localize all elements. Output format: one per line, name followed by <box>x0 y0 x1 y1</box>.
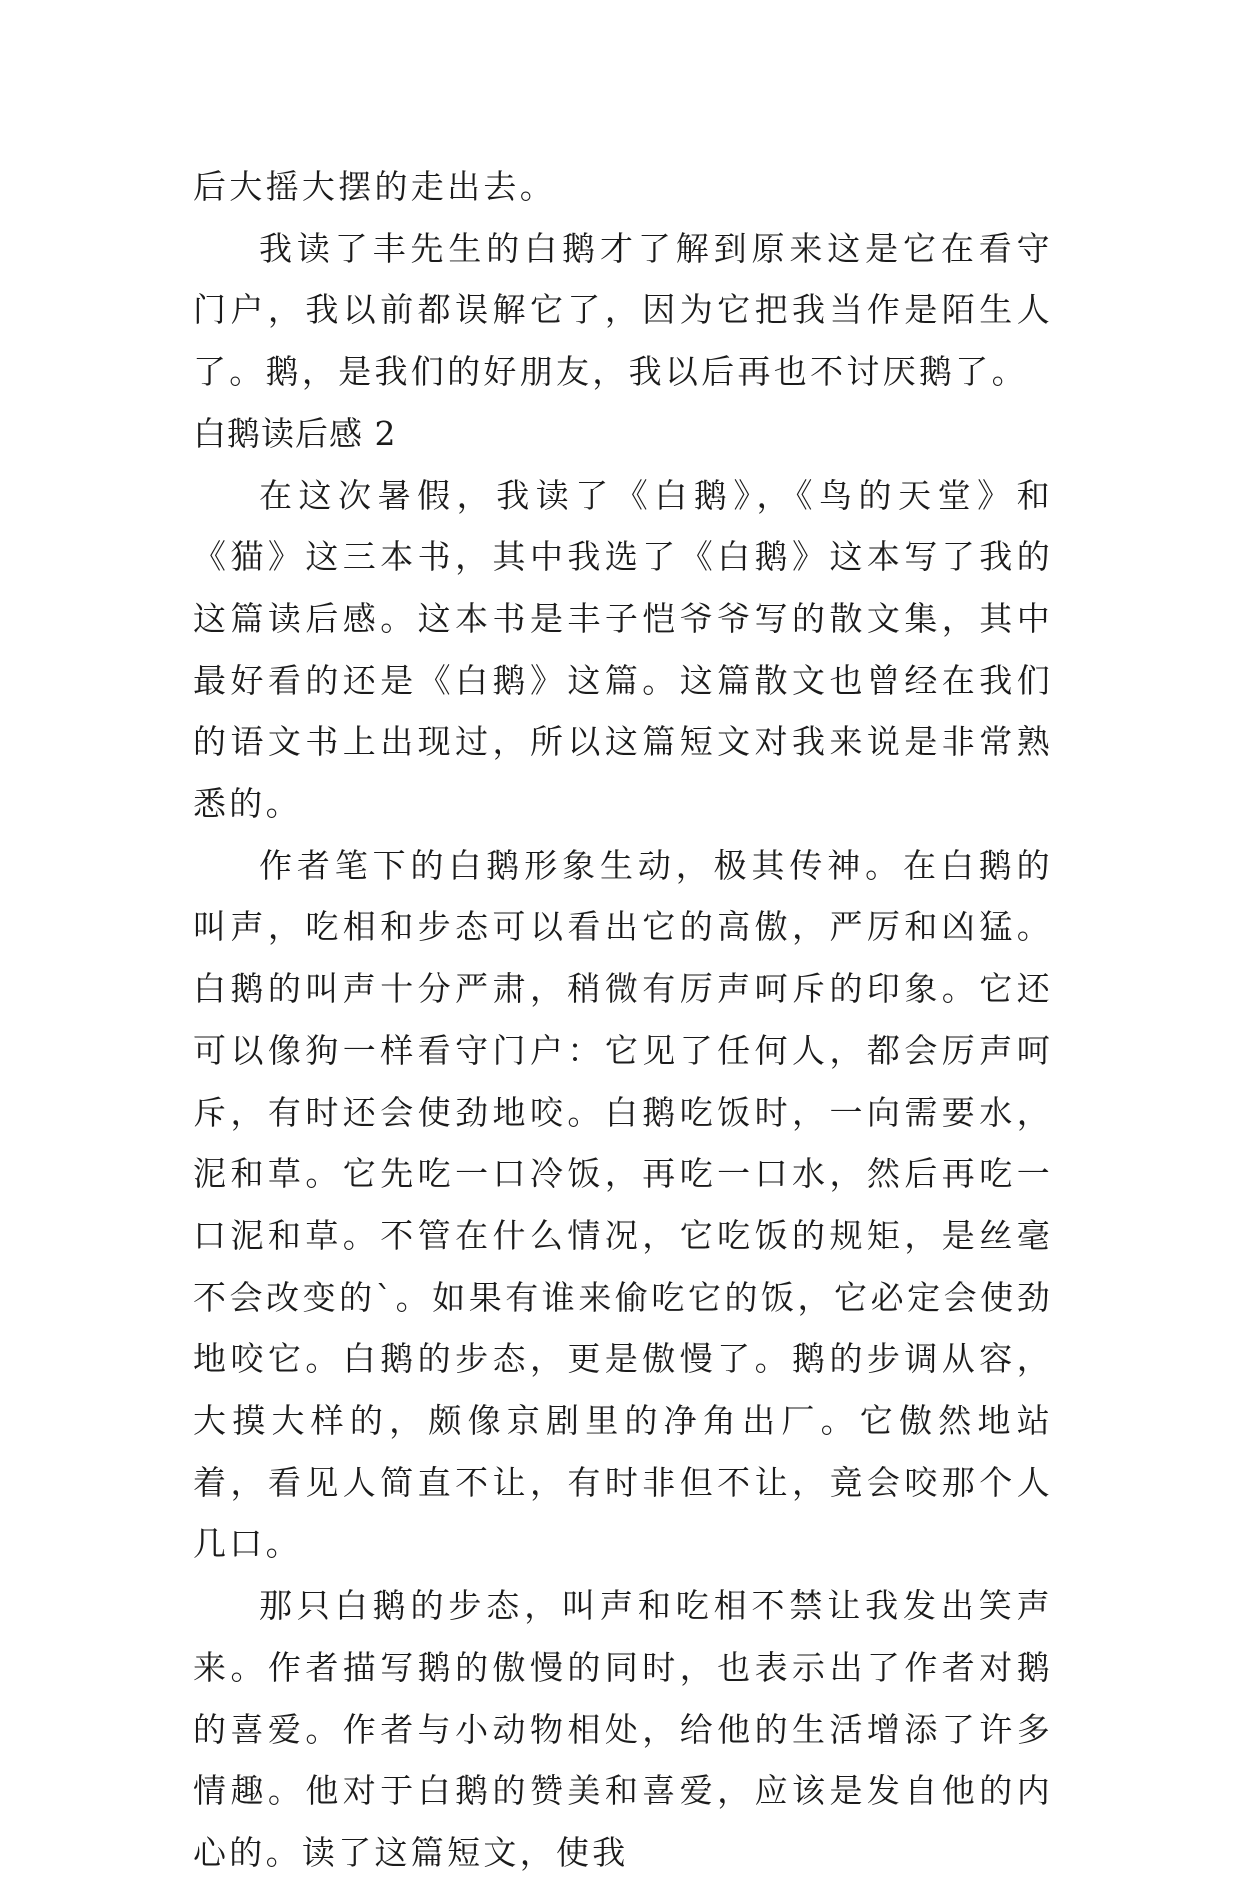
section-title: 白鹅读后感 2 <box>193 413 397 453</box>
paragraph: 我读了丰先生的白鹅才了解到原来这是它在看守门户，我以前都误解它了，因为它把我当作是陌生人了。鹅，是我们的好朋友，我以后再也不讨厌鹅了。 <box>193 228 1053 392</box>
paragraph: 那只白鹅的步态，叫声和吃相不禁让我发出笑声来。作者描写鹅的傲慢的同时，也表示出了作者对鹅的喜爱。作者与小动物相处，给他的生活增添了许多情趣。他对于白鹅的赞美和喜爱，应该是发自他的内心的。读了这篇短文，使我 <box>193 1586 1053 1872</box>
paragraph: 在这次暑假，我读了《白鹅》，《鸟的天堂》和《猫》这三本书，其中我选了《白鹅》这本写了我的这篇读后感。这本书是丰子恺爷爷写的散文集，其中最好看的还是《白鹅》这篇。这篇散文也曾经在我们的语文书上出现过，所以这篇短文对我来说是非常熟悉的。 <box>193 475 1053 824</box>
body-text <box>193 156 1053 1884</box>
paragraph: 作者笔下的白鹅形象生动，极其传神。在白鹅的叫声，吃相和步态可以看出它的高傲，严厉和凶猛。白鹅的叫声十分严肃，稍微有厉声呵斥的印象。它还可以像狗一样看守门户：它见了任何人，都会厉声呵斥，有时还会使劲地咬。白鹅吃饭时，一向需要水，泥和草。它先吃一口冷饭，再吃一口水，然后再吃一口泥和草。不管在什么情况，它吃饭的规矩，是丝毫不会改变的`。如果有谁来偷吃它的饭，它必定会使劲地咬它。白鹅的步态，更是傲慢了。鹅的步调从容，大摸大样的，颇像京剧里的净角出厂。它傲然地站着，看见人简直不让，有时非但不让，竟会咬那个人几口。 <box>193 845 1053 1564</box>
paragraph: 后大摇大摆的走出去。 <box>193 167 556 206</box>
